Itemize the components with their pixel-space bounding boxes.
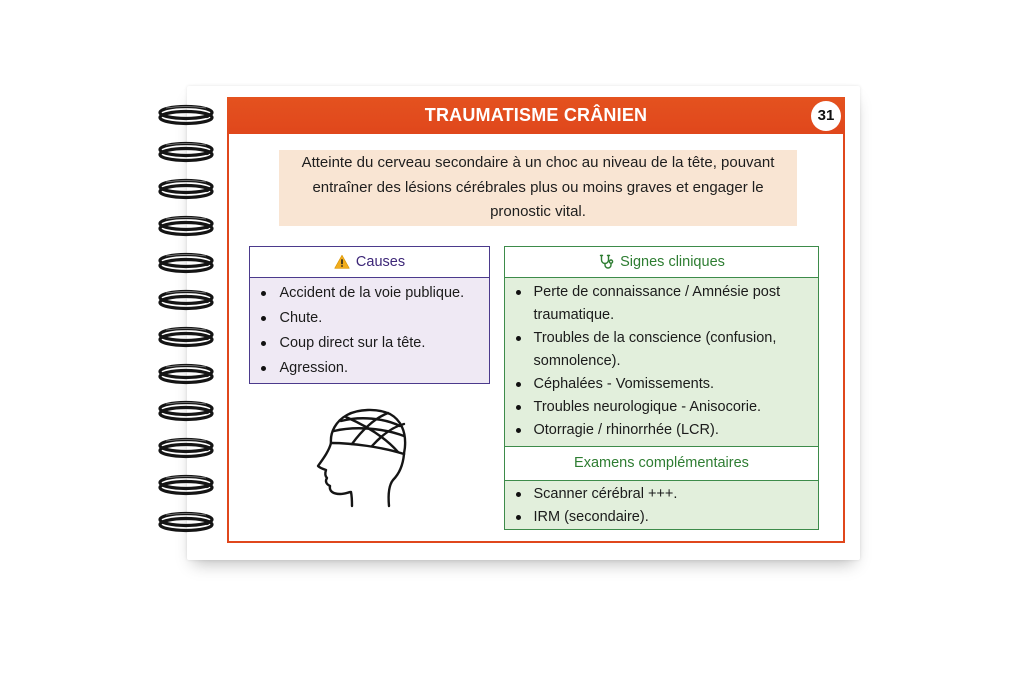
- spiral-ring-icon: [160, 440, 212, 457]
- list-item: Coup direct sur la tête.: [250, 331, 489, 356]
- spiral-ring-icon: [160, 181, 212, 198]
- spiral-ring-icon: [160, 218, 212, 235]
- spiral-ring-icon: [160, 329, 212, 346]
- list-item: Scanner cérébral +++.: [505, 483, 810, 506]
- list-item: Céphalées - Vomissements.: [505, 373, 810, 396]
- list-item: Accident de la voie publique.: [250, 281, 489, 306]
- list-item: Chute.: [250, 306, 489, 331]
- spiral-binding: [150, 95, 225, 545]
- definition-line: pronostic vital.: [490, 203, 586, 220]
- list-item: Troubles de la conscience (confusion, somnolence).: [505, 327, 810, 373]
- causes-header: [250, 247, 489, 278]
- spiral-ring-icon: [160, 403, 212, 420]
- spiral-ring-icon: [160, 144, 212, 161]
- causes-title: Causes: [355, 254, 406, 270]
- spiral-ring-icon: [160, 477, 212, 494]
- list-item: Troubles neurologique - Anisocorie.: [505, 396, 810, 419]
- definition-line: Atteinte du cerveau secondaire à un choc au niveau de la tête, pouvant: [301, 154, 775, 171]
- bandaged-head-icon: [300, 400, 420, 515]
- definition-box: [279, 150, 797, 226]
- list-item: Perte de connaissance / Amnésie post traumatique.: [505, 281, 810, 327]
- page-number-badge: 31: [811, 101, 841, 131]
- spiral-ring-icon: [160, 255, 212, 272]
- signes-title: Signes cliniques: [620, 254, 725, 270]
- list-item: Agression.: [250, 356, 489, 381]
- spiral-ring-icon: [160, 292, 212, 309]
- spiral-ring-icon: [160, 514, 212, 531]
- stethoscope-icon: [598, 254, 614, 270]
- causes-box: [249, 246, 490, 384]
- signes-list: [505, 278, 818, 446]
- list-item: IRM (secondaire).: [505, 506, 810, 529]
- warning-icon: [334, 254, 350, 270]
- spiral-ring-icon: [160, 107, 212, 124]
- card-header: [227, 97, 845, 134]
- card-title: TRAUMATISME CRÂNIEN: [424, 105, 648, 125]
- signes-cliniques-box: [504, 246, 819, 530]
- list-item: Otorragie / rhinorrhée (LCR).: [505, 419, 810, 442]
- examens-list: [505, 481, 818, 530]
- definition-line: entraîner des lésions cérébrales plus ou moins graves et engager le: [312, 178, 764, 196]
- examens-header: Examens complémentaires: [505, 446, 818, 481]
- signes-header: [505, 247, 818, 278]
- spiral-ring-icon: [160, 366, 212, 383]
- causes-list: [250, 278, 489, 381]
